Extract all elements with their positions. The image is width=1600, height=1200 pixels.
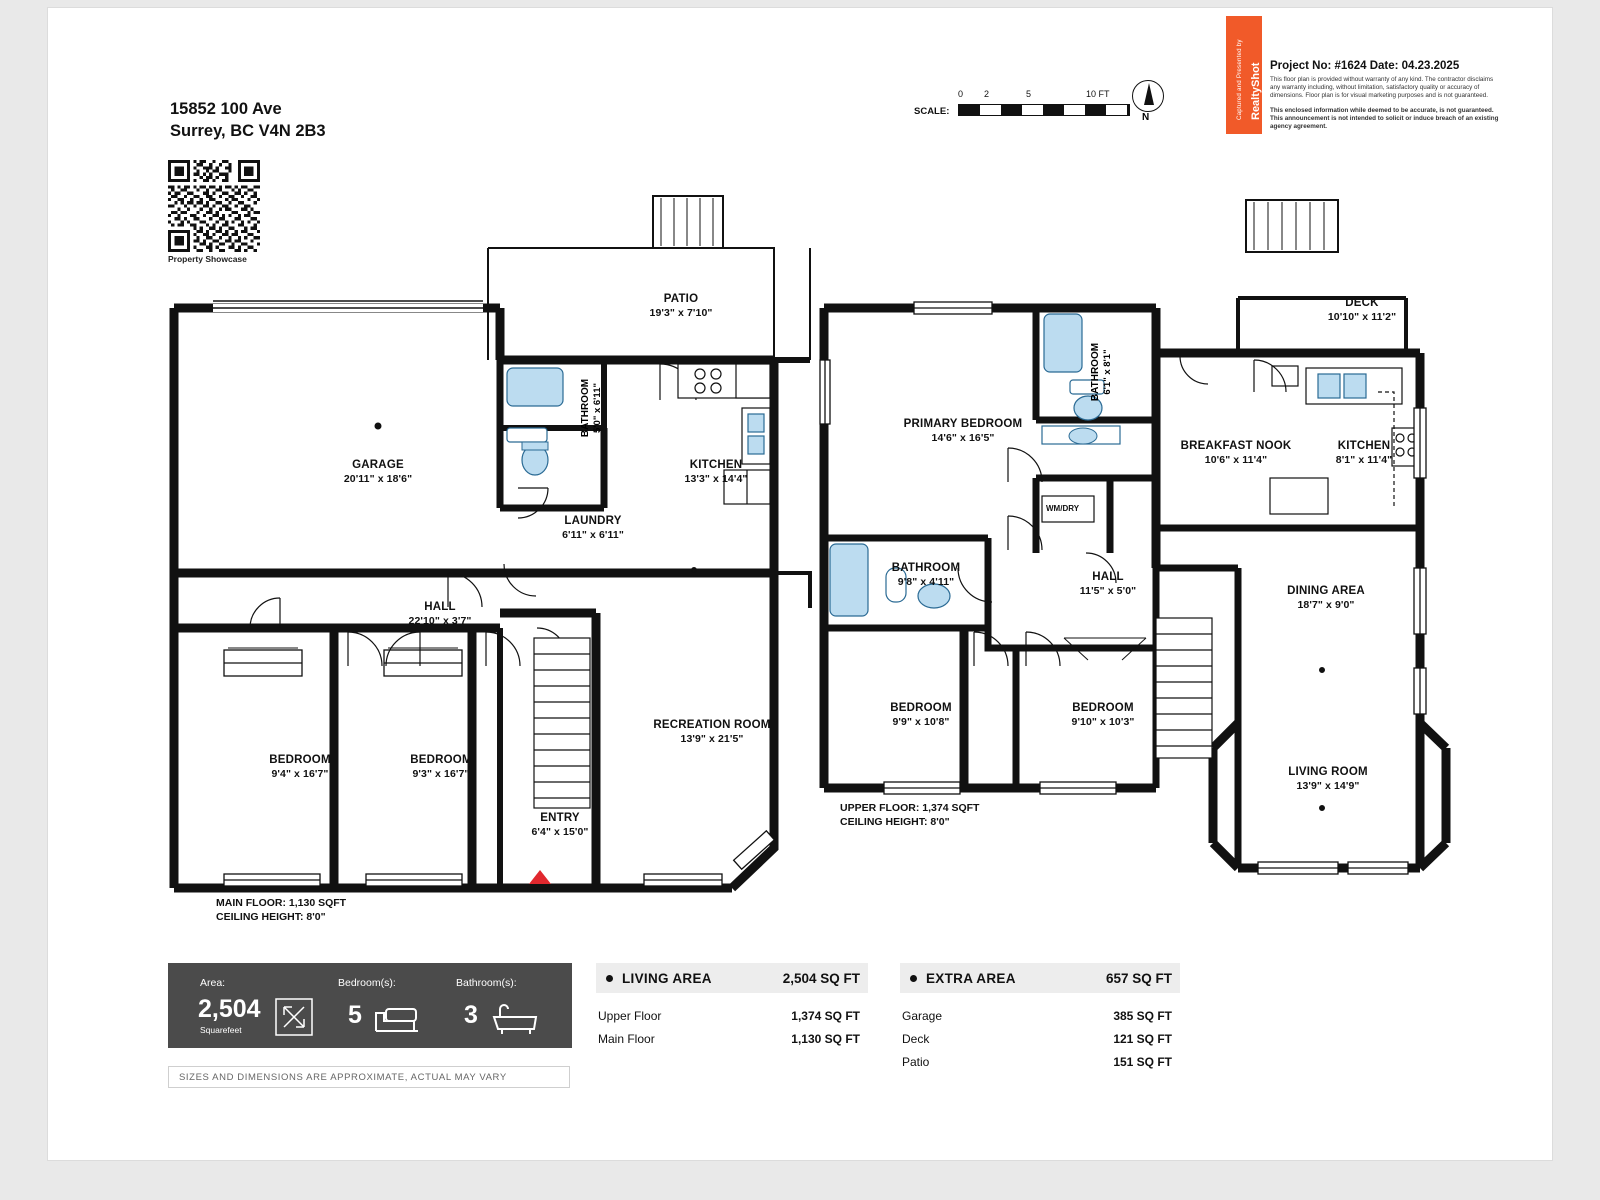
entry-arrow-icon — [529, 870, 551, 884]
room-label-bedroom-main-1: BEDROOM 9'4" x 16'7" — [269, 754, 331, 780]
extra-area-total: 657 SQ FT — [1105, 971, 1172, 986]
table-row: Patio 151 SQ FT — [902, 1055, 1172, 1069]
bathtub-icon — [490, 1003, 542, 1037]
project-meta: Project No: #1624 Date: 04.23.2025 — [1270, 60, 1460, 72]
disclaimer-bold-text: This enclosed information while deemed to be accurate, is not guaranteed. This announcement is not intended to solicit or induce breach of an existing agency agreement. — [1270, 106, 1499, 131]
summary-note: SIZES AND DIMENSIONS ARE APPROXIMATE, ACTUAL MAY VARY — [168, 1066, 570, 1088]
disclaimer-text: This floor plan is provided without warranty of any kind. The contractor disclaims any warranty including, without limitation, satisfactory quality or accuracy of dimensions. Floor plan is for visual marketing purposes and is not guaranteed. — [1270, 76, 1494, 100]
room-label-laundry: LAUNDRY 6'11" x 6'11" — [562, 515, 624, 541]
room-label-living-room: LIVING ROOM 13'9" x 14'9" — [1288, 766, 1368, 792]
living-area-table — [596, 963, 868, 1052]
extra-area-bullet-icon — [910, 975, 917, 982]
address-line-2: Surrey, BC V4N 2B3 — [170, 122, 326, 140]
area-icon — [274, 997, 314, 1037]
room-label-entry: ENTRY 6'4" x 15'0" — [531, 812, 589, 838]
brand-vertical-text: Captured and Presented by — [1236, 39, 1243, 120]
entry-marker: ENTRY — [520, 870, 560, 894]
room-label-primary-bedroom: PRIMARY BEDROOM 14'6" x 16'5" — [903, 418, 1023, 444]
living-area-total: 2,504 SQ FT — [782, 971, 860, 986]
bedroom-count: 5 — [348, 1001, 362, 1029]
room-label-kitchen-main: KITCHEN 13'3" x 14'4" — [684, 459, 748, 485]
summary-stat-bar — [168, 963, 572, 1048]
living-area-title: LIVING AREA — [622, 971, 712, 986]
room-label-deck: DECK 10'10" x 11'2" — [1327, 297, 1397, 323]
extra-area-title: EXTRA AREA — [926, 971, 1016, 986]
table-row: Main Floor 1,130 SQ FT — [598, 1032, 860, 1046]
room-label-recreation-room: RECREATION ROOM 13'9" x 21'5" — [653, 719, 771, 745]
extra-area-header — [900, 963, 1180, 993]
room-label-kitchen-upper: KITCHEN 8'1" x 11'4" — [1335, 440, 1393, 466]
room-label-breakfast-nook: BREAKFAST NOOK 10'6" x 11'4" — [1180, 440, 1292, 466]
room-label-bathroom-main: BATHROOM 5'0" x 6'11" — [580, 378, 603, 438]
scale-tick-0: 0 — [958, 89, 964, 99]
room-label-hall-main: HALL 22'10" x 3'7" — [408, 601, 472, 627]
floorplan-sheet — [48, 8, 1552, 1160]
room-label-bathroom-upper-2: BATHROOM 9'8" x 4'11" — [891, 562, 961, 588]
address-line-1: 15852 100 Ave — [170, 100, 282, 118]
room-label-hall-upper: HALL 11'5" x 5'0" — [1079, 571, 1137, 597]
extra-area-table — [900, 963, 1180, 1075]
area-label: Area: — [200, 977, 226, 989]
washer-dryer-label: WM/DRY — [1046, 504, 1080, 513]
room-label-bedroom-upper-2: BEDROOM 9'10" x 10'3" — [1071, 702, 1135, 728]
qr-caption: Property Showcase — [168, 254, 247, 264]
scale-tick-10: 10 FT — [1086, 89, 1110, 99]
table-row: Garage 385 SQ FT — [902, 1009, 1172, 1023]
table-row: Upper Floor 1,374 SQ FT — [598, 1009, 860, 1023]
living-area-header — [596, 963, 868, 993]
area-unit: Squarefeet — [200, 1025, 242, 1035]
room-label-dining-area: DINING AREA 18'7" x 9'0" — [1287, 585, 1365, 611]
room-label-bedroom-upper-1: BEDROOM 9'9" x 10'8" — [890, 702, 952, 728]
scale-label: SCALE: — [914, 106, 950, 117]
main-floor-note: MAIN FLOOR: 1,130 SQFT CEILING HEIGHT: 8'0" — [216, 897, 347, 923]
table-row: Deck 121 SQ FT — [902, 1032, 1172, 1046]
scale-tick-5: 5 — [1026, 89, 1032, 99]
bathroom-label: Bathroom(s): — [456, 977, 517, 989]
bed-icon — [374, 1003, 422, 1037]
bedroom-label: Bedroom(s): — [338, 977, 396, 989]
room-label-bathroom-upper-1: BATHROOM 6'1" x 8'1" — [1090, 342, 1113, 402]
area-value: 2,504 — [198, 995, 261, 1023]
room-label-patio: PATIO 19'3" x 7'10" — [649, 293, 713, 319]
scale-tick-2: 2 — [984, 89, 990, 99]
room-label-bedroom-main-2: BEDROOM 9'3" x 16'7" — [410, 754, 472, 780]
living-area-bullet-icon — [606, 975, 613, 982]
room-label-garage: GARAGE 20'11" x 18'6" — [343, 459, 413, 485]
compass-north-label: N — [1142, 112, 1150, 123]
upper-floor-note: UPPER FLOOR: 1,374 SQFT CEILING HEIGHT: 8'0" — [840, 802, 980, 828]
bathroom-count: 3 — [464, 1001, 478, 1029]
brand-name: RealtyShot — [1250, 62, 1262, 120]
